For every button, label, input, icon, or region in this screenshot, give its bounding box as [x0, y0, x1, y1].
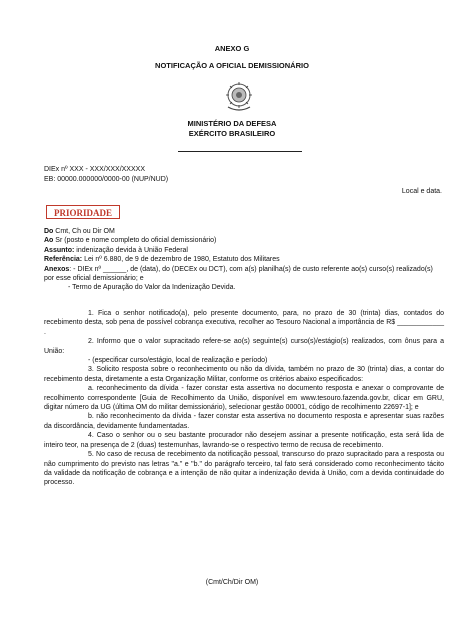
attachments-line: Anexos: - DIEx nº ______, de (data), do (DECEx ou DCT), com a(s) planilha(s) de custo referente ao(s) curso(s) realizado(s) por esse oficial demissionário; e	[44, 265, 433, 283]
paragraph-1: 1. Fica o senhor notificado(a), pelo presente documento, para, no prazo de 30 (trinta) dias, contados do recebimento desta, sob pena de possível cobrança executiva, recolher ao Tesouro Nacional a importância de R$ ____________ .	[44, 310, 444, 336]
from-line: Do Cmt, Ch ou Dir OM	[44, 228, 115, 235]
paragraph-3a: a. reconhecimento da dívida - fazer constar esta assertiva no documento resposta e anexar o comprovante de recolhimento correspondente [Guia de Recolhimento da União, disponível em www.tesouro.fazenda.gov.br, clicar em GRU, digitar número da UG (última OM do militar demissionário), selecionar gestão 00001, código de recolhimento 22697-1]; e	[44, 385, 444, 412]
diex-number: DIEx nº XXX - XXX/XXX/XXXXX	[44, 166, 145, 173]
national-coat-of-arms-icon	[222, 80, 256, 114]
to-line: Ao Sr (posto e nome completo do oficial demissionário)	[44, 237, 217, 245]
letter-body	[44, 309, 444, 488]
ministry-line-1: MINISTÉRIO DA DEFESA	[187, 119, 277, 128]
document-identifiers	[44, 165, 168, 185]
paragraph-3b: b. não reconhecimento da dívida - fazer constar esta assertiva no documento resposta e apresentar suas razões da discordância, devidamente fundamentadas.	[44, 413, 444, 430]
priority-stamp: PRIORIDADE	[46, 205, 120, 219]
reference-line: Referência: Lei nº 6.880, de 9 de dezembro de 1980, Estatuto dos Militares	[44, 256, 280, 264]
signature-block: (Cmt/Ch/Dir OM)	[205, 579, 259, 586]
eb-number: EB: 00000.000000/0000-00 (NUP/NUD)	[44, 176, 169, 183]
subject-line: Assunto: indenização devida à União Federal	[44, 246, 188, 254]
attachments-item-2: - Termo de Apuração do Valor da Indenização Devida.	[68, 284, 236, 292]
ministry-line-2: EXÉRCITO BRASILEIRO	[188, 129, 276, 138]
heading-rule	[178, 151, 302, 152]
paragraph-4: 4. Caso o senhor ou o seu bastante procurador não desejem assinar a presente notificação, esta será lida de inteiro teor, na presença de 2 (duas) testemunhas, lavrando-se o respectivo termo de recusa de recebimento.	[44, 432, 444, 449]
place-date: Local e data.	[401, 188, 442, 195]
ministry-heading	[0, 119, 464, 139]
document-title: NOTIFICAÇÃO A OFICIAL DEMISSIONÁRIO	[155, 61, 309, 70]
paragraph-2-item: - (especificar curso/estágio, local de realização e período)	[88, 357, 268, 365]
paragraph-2: 2. Informo que o valor supracitado refere-se ao(s) seguinte(s) curso(s)/estágio(s) realizados, com ônus para a União:	[44, 338, 444, 355]
letter-header	[44, 227, 444, 293]
paragraph-3: 3. Solicito resposta sobre o reconhecimento ou não da dívida, também no prazo de 30 (trinta) dias, a contar do recebimento desta, diretamente a esta Organização Militar, conforme os critérios abaixo especificados:	[44, 366, 444, 383]
annex-label: ANEXO G	[214, 44, 250, 53]
paragraph-5: 5. No caso de recusa de recebimento da notificação pessoal, transcurso do prazo supracitado para a resposta ou não cumprimento do previsto nas letras "a." e "b." do parágrafo terceiro, tal fato será considerado como reconhecimento tácito da validade da notificação de cobrança e a intenção de não quitar a indenização devida à União, com a devida continuidade do processo.	[44, 451, 444, 487]
